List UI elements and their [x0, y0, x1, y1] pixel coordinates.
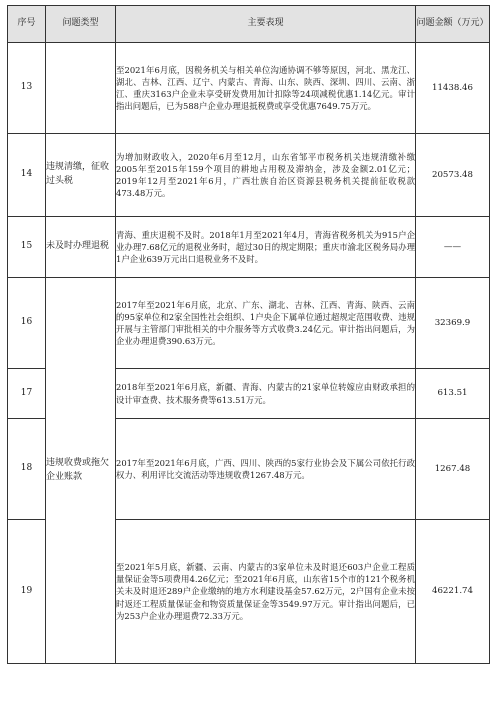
audit-findings-table — [7, 5, 490, 664]
amount-cell: 11438.46 — [416, 43, 490, 134]
row-number: 14 — [8, 134, 46, 217]
header-no: 序号 — [8, 6, 46, 43]
row-number: 19 — [8, 520, 46, 664]
table-row — [8, 43, 490, 134]
amount-cell: 613.51 — [416, 369, 490, 419]
row-number: 17 — [8, 369, 46, 419]
row-number: 13 — [8, 43, 46, 134]
problem-type-cell: 违规清缴，征收过头税 — [46, 134, 116, 217]
table-row — [8, 134, 490, 217]
amount-cell: 20573.48 — [416, 134, 490, 217]
description-cell: 2017年至2021年6月底，北京、广东、湖北、吉林、江西、青海、陕西、云南的95家单位和2家全国性社会组织、1户央企下属单位通过超规定范围收费、违规开展与主管部门审批相关的中介服务等方式收费3.24亿元。审计指出问题后，为企业办理退费390.63万元。 — [116, 278, 416, 369]
row-number: 18 — [8, 419, 46, 520]
problem-type-cell: 违规收费或拖欠企业账款 — [46, 278, 116, 664]
amount-cell: 46221.74 — [416, 520, 490, 664]
row-number: 15 — [8, 217, 46, 278]
description-cell: 为增加财政收入，2020年6月至12月，山东省邹平市税务机关违规清缴补缴2005年至2015年159个项目的耕地占用税及滞纳金，涉及金额2.01亿元；2019年12月至2021年6月，广西壮族自治区资源县税务机关提前征收税款473.48万元。 — [116, 134, 416, 217]
problem-type-cell: 未及时办理退税 — [46, 217, 116, 278]
header-amount: 问题金额（万元） — [416, 6, 490, 43]
description-cell: 2017年至2021年6月底，广西、四川、陕西的5家行业协会及下属公司依托行政权力、利用评比交流活动等违规收费1267.48万元。 — [116, 419, 416, 520]
header-main-performance: 主要表现 — [116, 6, 416, 43]
description-cell: 青海、重庆退税不及时。2018年1月至2021年4月，青海省税务机关为915户企业办理7.68亿元的退税业务时，超过30日的规定期限；重庆市渝北区税务局办理1户企业639万元出口退税业务不及时。 — [116, 217, 416, 278]
table-row — [8, 278, 490, 369]
amount-cell: —— — [416, 217, 490, 278]
description-cell: 至2021年6月底，因税务机关与相关单位沟通协调不够等原因，河北、黑龙江、湖北、吉林、江西、辽宁、内蒙古、青海、山东、陕西、深圳、四川、云南、浙江、重庆3163户企业未享受研发费用加计扣除等24项减税优惠1.14亿元。审计指出问题后，已为588户企业办理退抵税费或享受优惠7649.75万元。 — [116, 43, 416, 134]
amount-cell: 1267.48 — [416, 419, 490, 520]
description-cell: 至2021年5月底，新疆、云南、内蒙古的3家单位未及时退还603户企业工程质量保证金等5项费用4.26亿元；至2021年6月底，山东省15个市的121个税务机关未及时退还289户企业缴纳的地方水利建设基金57.62万元，2户国有企业未按时返还工程质量保证金和物资质量保证金等3549.97万元。审计指出问题后，已为253户企业办理退费72.33万元。 — [116, 520, 416, 664]
row-number: 16 — [8, 278, 46, 369]
table-header-row — [8, 6, 490, 43]
amount-cell: 32369.9 — [416, 278, 490, 369]
header-problem-type: 问题类型 — [46, 6, 116, 43]
description-cell: 2018年至2021年6月底，新疆、青海、内蒙古的21家单位转嫁应由财政承担的设计审查费、技术服务费等613.51万元。 — [116, 369, 416, 419]
problem-type-cell — [46, 43, 116, 134]
table-row — [8, 217, 490, 278]
